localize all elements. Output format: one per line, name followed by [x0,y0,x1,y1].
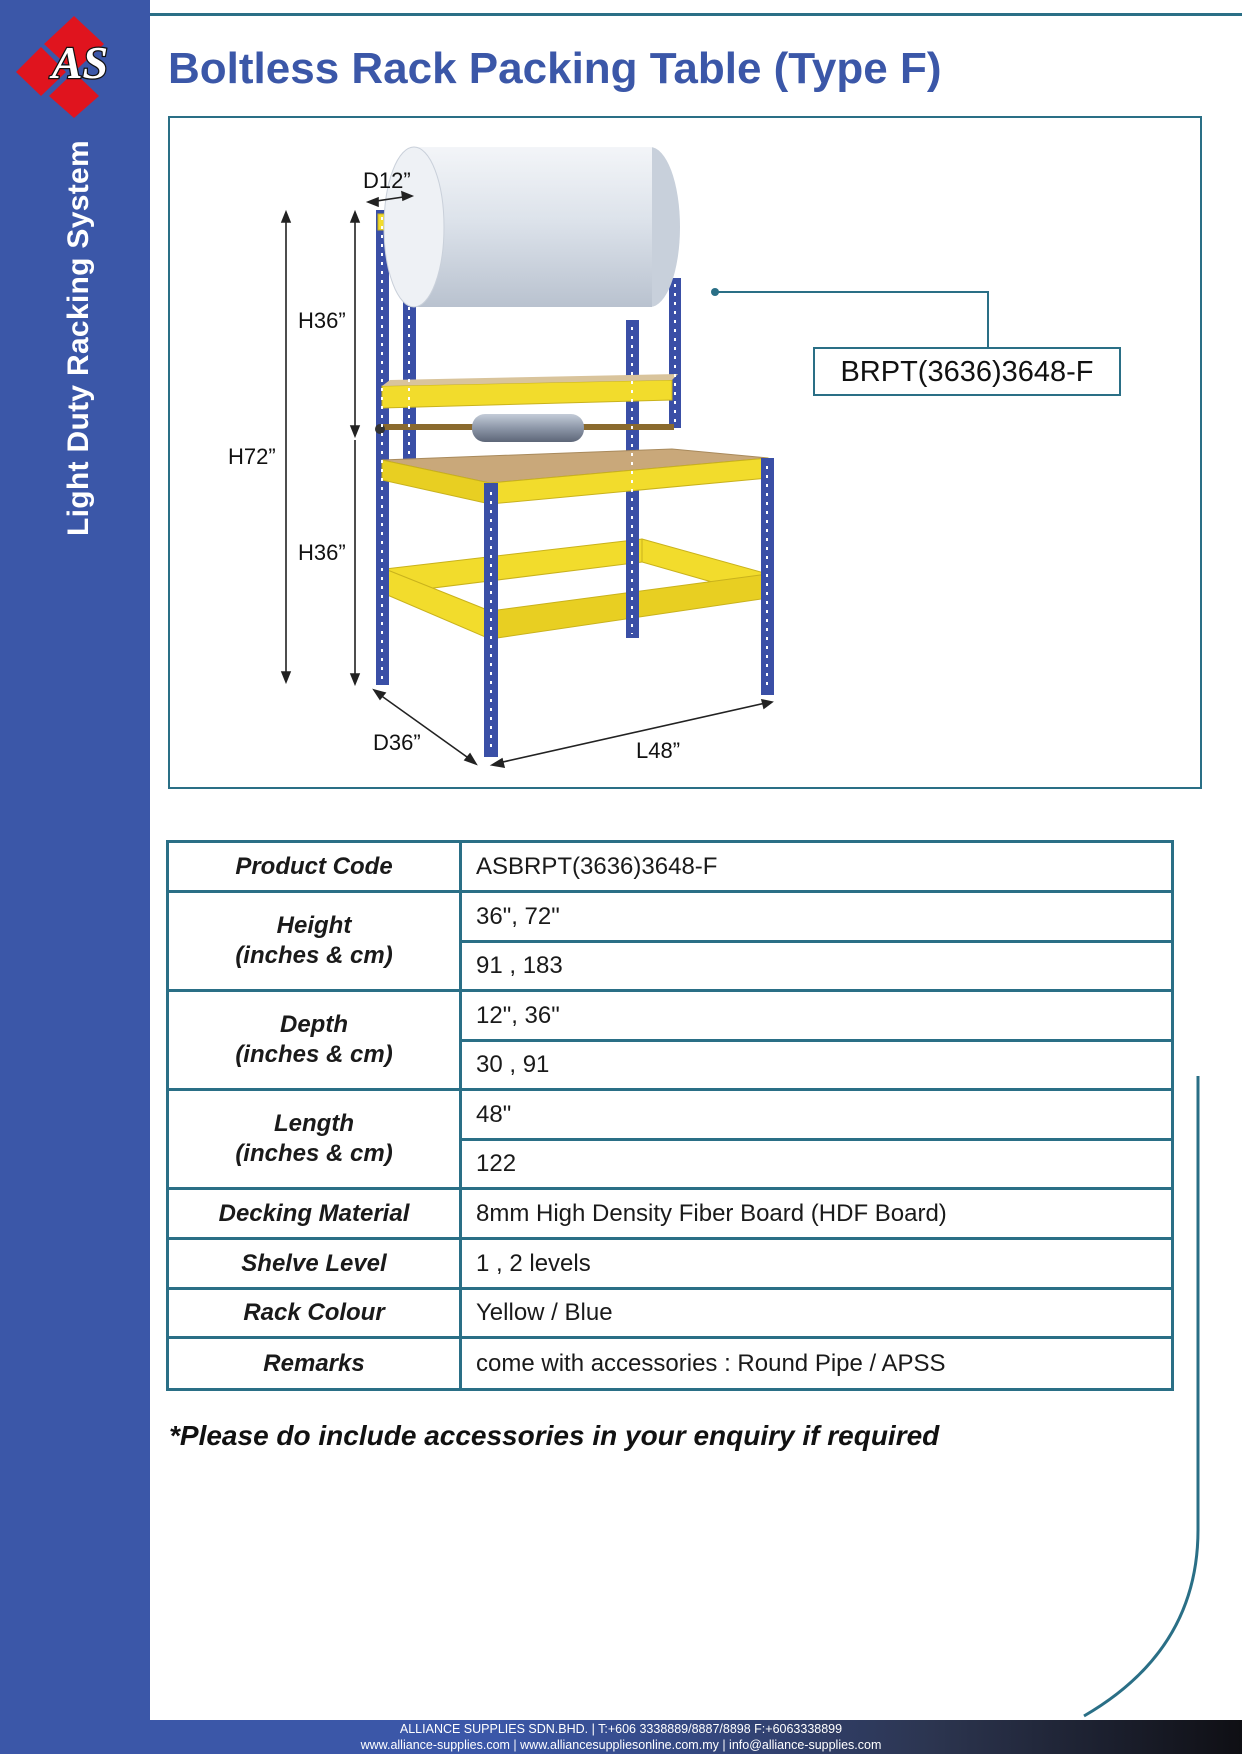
spec-table [166,840,1174,1391]
sidebar-title: Light Duty Racking System [62,140,95,536]
film-roll [472,414,584,442]
decking-value: 8mm High Density Fiber Board (HDF Board) [461,1189,1173,1239]
bubble-roll-body [414,147,652,307]
length-cm: 122 [461,1140,1173,1189]
row-product-code [168,842,1173,892]
dim-d-top: D12” [363,168,411,193]
row-levels [168,1239,1173,1289]
product-code-value: ASBRPT(3636)3648-F [461,842,1173,892]
height-label [168,892,461,991]
row-decking [168,1189,1173,1239]
dim-h-lower: H36” [298,540,346,565]
footer-contact: ALLIANCE SUPPLIES SDN.BHD. | T:+606 3338889/8887/8898 F:+6063338899 [399,1722,843,1736]
footer-websites: www.alliance-supplies.com | www.alliancesuppliesonline.com.my | info@alliance-supplies.com [360,1738,882,1752]
rack-diagram [170,118,1200,787]
dim-l-base: L48” [636,738,681,763]
depth-inches: 12", 36" [461,991,1173,1041]
row-height [168,892,1173,942]
dim-h-total: H72” [228,444,276,469]
levels-value: 1 , 2 levels [461,1239,1173,1289]
decorative-curve [1080,1070,1210,1720]
height-cm: 91 , 183 [461,942,1173,991]
row-depth [168,991,1173,1041]
depth-cm: 30 , 91 [461,1041,1173,1090]
colour-label: Rack Colour [168,1289,461,1338]
depth-label-sub: (inches & cm) [235,1041,393,1068]
page-title: Boltless Rack Packing Table (Type F) [168,44,942,93]
pipe-end-knob [375,424,385,434]
product-figure [168,116,1202,789]
product-code-label: Product Code [168,842,461,892]
length-label-sub: (inches & cm) [235,1140,393,1167]
height-label-sub: (inches & cm) [235,942,393,969]
callout-dot [711,288,719,296]
sidebar [0,0,150,1720]
footer [0,1720,1242,1754]
callout-leader [715,292,988,347]
depth-label-text: Depth [280,1011,348,1038]
length-label-text: Length [274,1110,354,1137]
height-inches: 36", 72" [461,892,1173,942]
dim-d-base: D36” [373,730,421,755]
length-label [168,1090,461,1189]
remarks-label: Remarks [168,1338,461,1390]
logo-text: AS [51,37,109,88]
decking-label: Decking Material [168,1189,461,1239]
enquiry-note: *Please do include accessories in your enquiry if required [169,1420,940,1451]
remarks-value: come with accessories : Round Pipe / APSS [461,1338,1173,1390]
row-remarks [168,1338,1173,1390]
callout-text: BRPT(3636)3648-F [840,356,1094,388]
length-inches: 48" [461,1090,1173,1140]
depth-label [168,991,461,1090]
dim-h-upper: H36” [298,308,346,333]
row-colour [168,1289,1173,1338]
height-label-text: Height [276,912,352,939]
as-logo [14,14,140,118]
row-length [168,1090,1173,1140]
colour-value: Yellow / Blue [461,1289,1173,1338]
upper-right-upright [669,278,681,428]
levels-label: Shelve Level [168,1239,461,1289]
top-rule [150,13,1242,16]
